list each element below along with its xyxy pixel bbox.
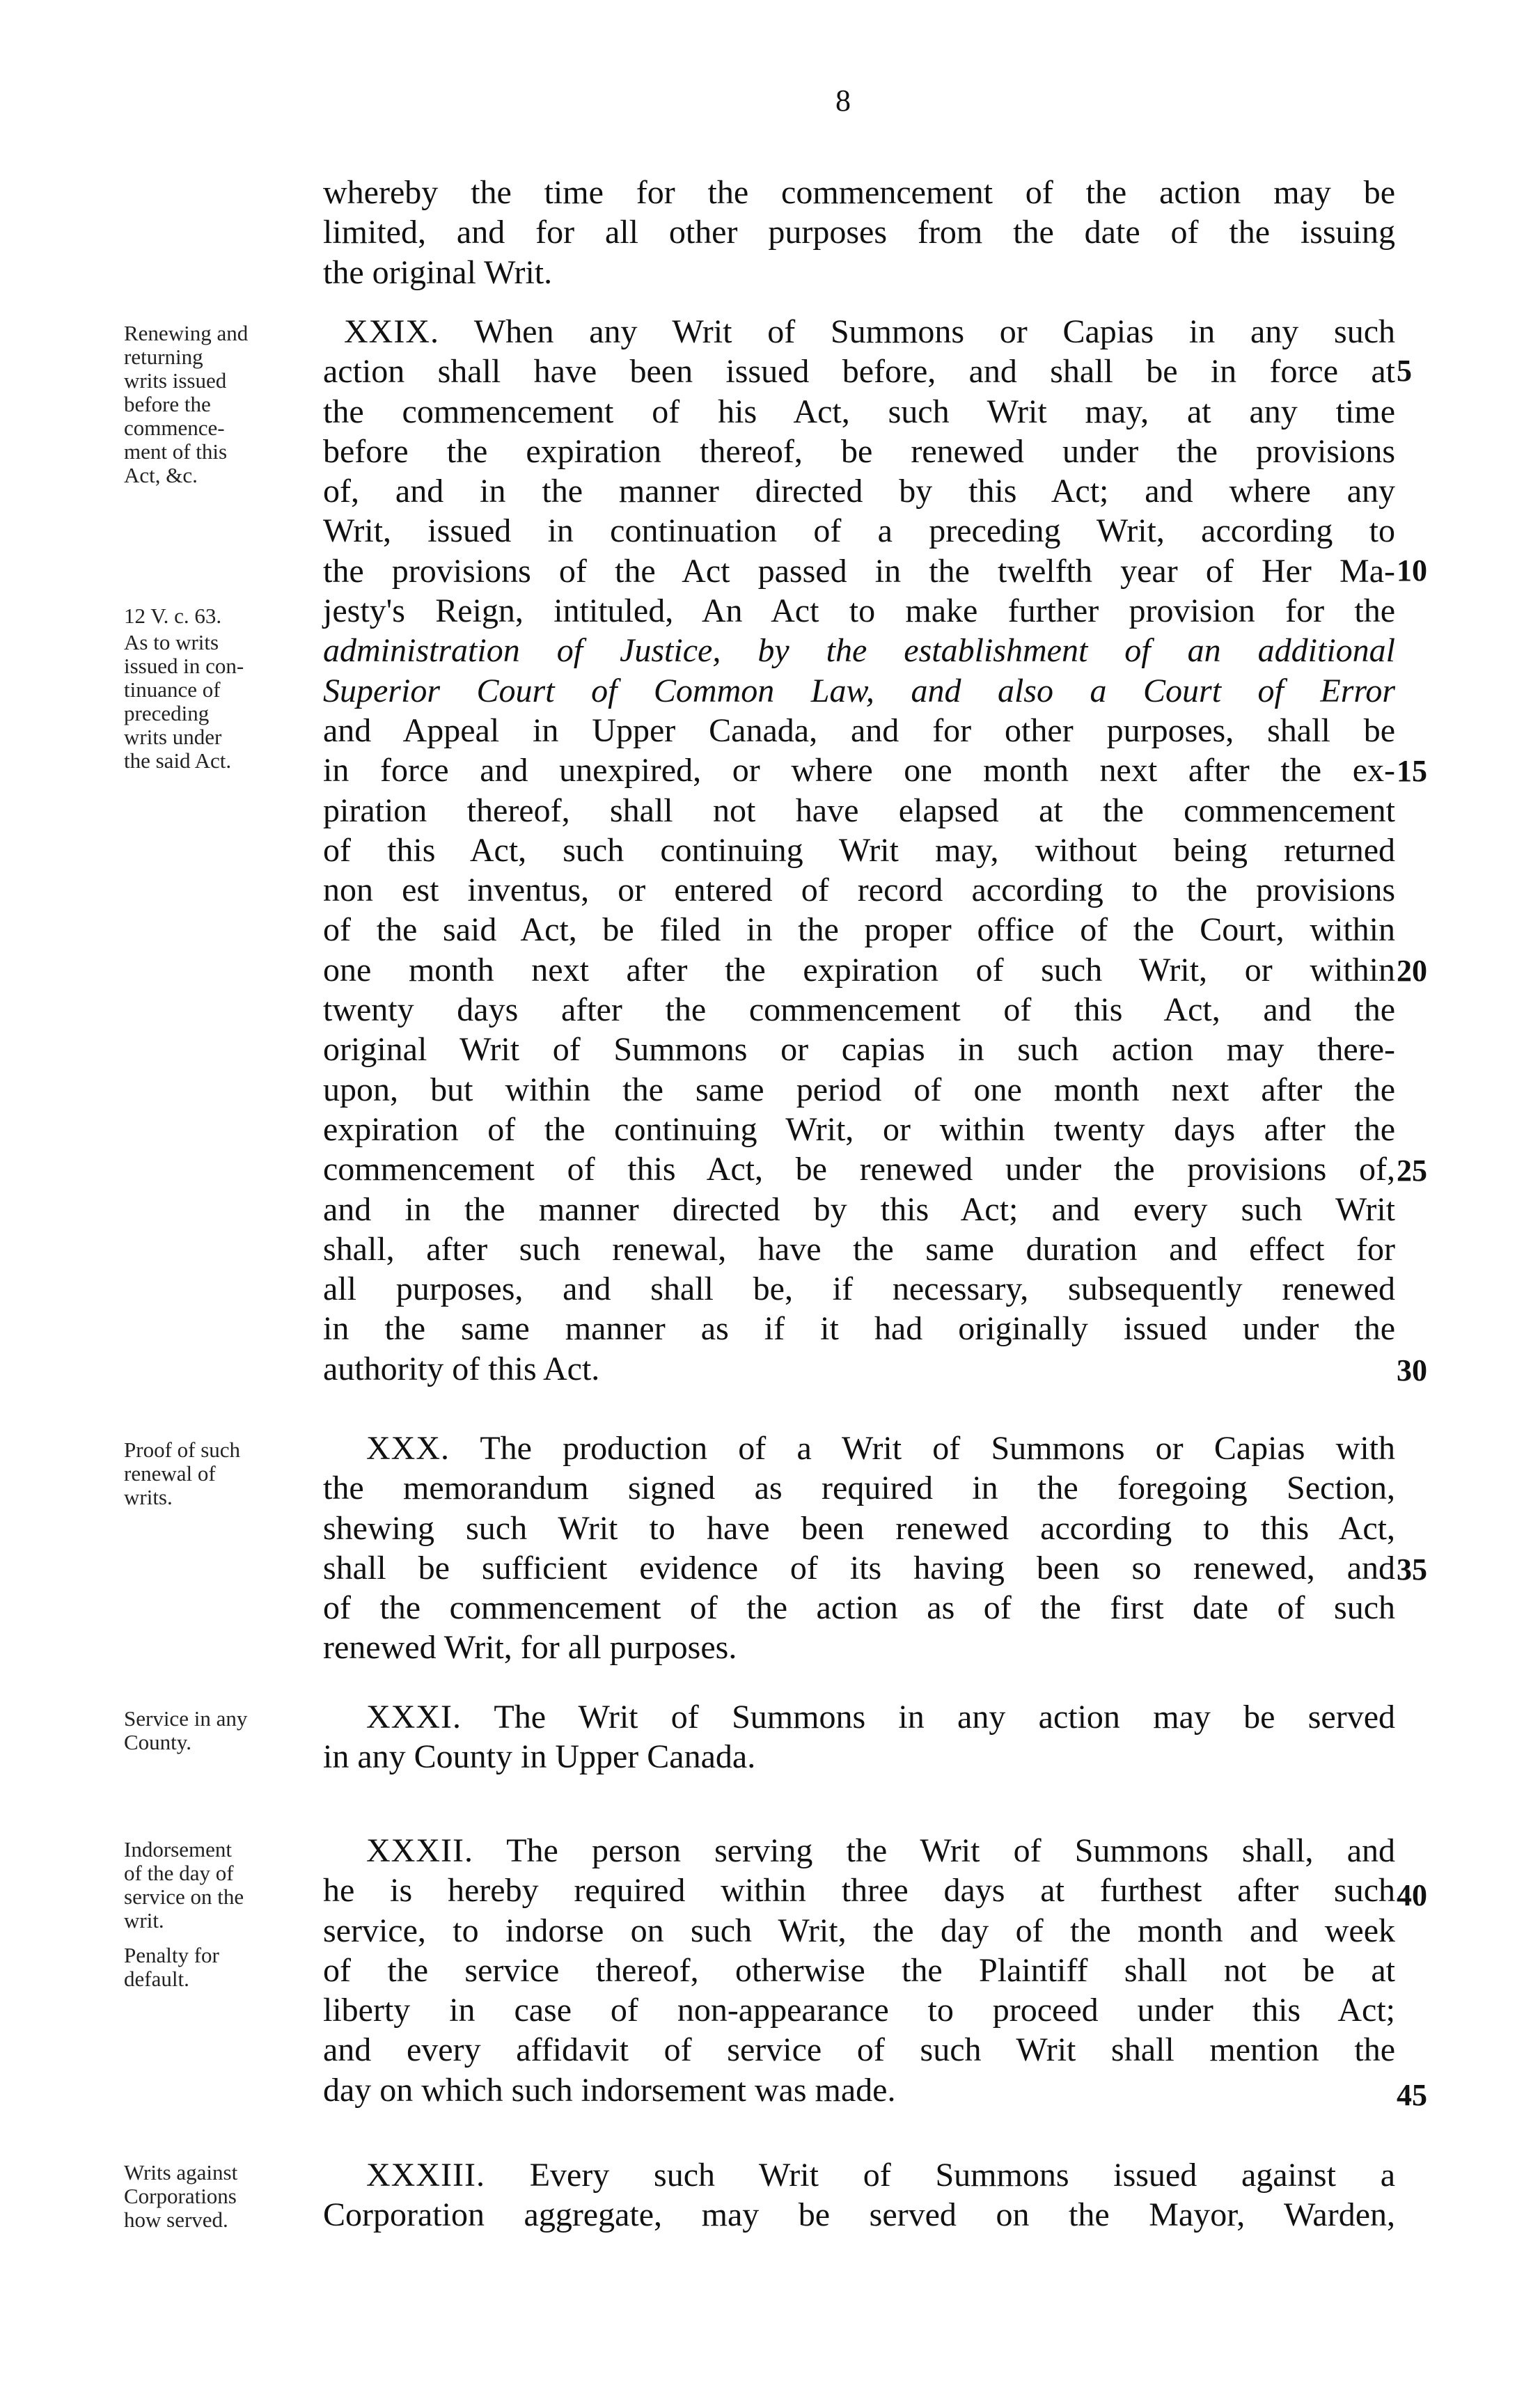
text-line: of this Act, such continuing Writ may, without being returned bbox=[323, 831, 1395, 869]
section-xxxiii bbox=[323, 2155, 1395, 2235]
margin-note-indorsement: Indorsement of the day of service on the writ. bbox=[124, 1837, 244, 1933]
text-line: day on which such indorsement was made. bbox=[323, 2071, 896, 2109]
margin-note-proof: Proof of such renewal of writs. bbox=[124, 1438, 241, 1509]
text-line: commencement of this Act, be renewed under the provisions of, bbox=[323, 1151, 1395, 1188]
text-line: shall be sufficient evidence of its having been so renewed, and bbox=[323, 1549, 1395, 1587]
section-number: XXIX. bbox=[344, 313, 439, 350]
text-line: and every affidavit of service of such Writ shall mention the bbox=[323, 2031, 1395, 2069]
text-line: non est inventus, or entered of record according to the provisions bbox=[323, 872, 1395, 909]
text-line: expiration of the continuing Writ, or within twenty days after the bbox=[323, 1110, 1395, 1148]
text-line: liberty in case of non-appearance to proceed under this Act; bbox=[323, 1992, 1395, 2029]
text-line: of the said Act, be filed in the proper office of the Court, within bbox=[323, 911, 1395, 949]
section-number: XXXIII. bbox=[366, 2157, 485, 2194]
text-line: upon, but within the same period of one month next after the bbox=[323, 1071, 1395, 1108]
text-line: the provisions of the Act passed in the twelfth year of Her Ma- bbox=[323, 552, 1395, 590]
margin-note-renewing: Renewing and returning writs issued before the commence- ment of this Act, &c. bbox=[124, 321, 249, 487]
section-xxx bbox=[323, 1428, 1395, 1668]
text-line: shewing such Writ to have been renewed according to this Act, bbox=[323, 1509, 1395, 1547]
text-line: whereby the time for the commencement of the action may be bbox=[323, 174, 1395, 211]
text-line: shall, after such renewal, have the same duration and effect for bbox=[323, 1230, 1395, 1268]
text-line: one month next after the expiration of such Writ, or within bbox=[323, 951, 1395, 989]
text-line: in the same manner as if it had originally issued under the bbox=[323, 1310, 1395, 1348]
text-line: the commencement of his Act, such Writ may, at any time bbox=[323, 393, 1395, 430]
text-line: Superior Court of Common Law, and also a Court of Error bbox=[323, 672, 1395, 709]
margin-note-continuance: As to writs issued in con- tinuance of preceding writs under the said Act. bbox=[124, 630, 244, 773]
page-number: 8 bbox=[835, 84, 851, 118]
text-line: of the commencement of the action as of the first date of such bbox=[323, 1589, 1395, 1627]
text-line: in force and unexpired, or where one month next after the ex- bbox=[323, 752, 1395, 789]
text-line: XXXII. The person serving the Writ of Summons shall, and bbox=[366, 1832, 1395, 1869]
section-xxix bbox=[323, 312, 1395, 1389]
line-number: 20 bbox=[1397, 954, 1427, 988]
text-line: of, and in the manner directed by this Act; and where any bbox=[323, 473, 1395, 510]
text-line: jesty's Reign, intituled, An Act to make further provision for the bbox=[323, 592, 1395, 630]
text-line: he is hereby required within three days at furthest after such bbox=[323, 1872, 1395, 1910]
section-xxxi bbox=[323, 1697, 1395, 1777]
text-line: renewed Writ, for all purposes. bbox=[323, 1629, 737, 1667]
paragraph-intro bbox=[323, 173, 1395, 292]
text-line: in any County in Upper Canada. bbox=[323, 1738, 756, 1776]
line-number: 35 bbox=[1397, 1552, 1427, 1587]
line-number: 10 bbox=[1397, 553, 1427, 588]
margin-note-corporations: Writs against Corporations how served. bbox=[124, 2160, 238, 2232]
text-line: piration thereof, shall not have elapsed at the commencement bbox=[323, 792, 1395, 829]
margin-note-statute: 12 V. c. 63. bbox=[124, 604, 222, 628]
text-line: service, to indorse on such Writ, the day of the month and week bbox=[323, 1912, 1395, 1949]
line-number: 25 bbox=[1397, 1154, 1427, 1188]
margin-note-service: Service in any County. bbox=[124, 1706, 248, 1754]
text-line: and Appeal in Upper Canada, and for other purposes, shall be bbox=[323, 711, 1395, 749]
text-line: the memorandum signed as required in the foregoing Section, bbox=[323, 1470, 1395, 1507]
line-number: 45 bbox=[1397, 2078, 1427, 2112]
section-xxxii bbox=[323, 1831, 1395, 2110]
text-line: XXIX. When any Writ of Summons or Capias in any such bbox=[344, 313, 1395, 350]
section-number: XXXI. bbox=[366, 1699, 462, 1735]
text-line: Writ, issued in continuation of a preceding Writ, according to bbox=[323, 512, 1395, 550]
text-line: twenty days after the commencement of this Act, and the bbox=[323, 991, 1395, 1029]
text-line: original Writ of Summons or capias in such action may there- bbox=[323, 1031, 1395, 1069]
text-line: before the expiration thereof, be renewed under the provisions bbox=[323, 432, 1395, 470]
text-line: of the service thereof, otherwise the Plaintiff shall not be at bbox=[323, 1951, 1395, 1989]
text-line: action shall have been issued before, and shall be in force at bbox=[323, 353, 1395, 391]
text-line: XXXI. The Writ of Summons in any action may be served bbox=[366, 1699, 1396, 1735]
line-number: 5 bbox=[1397, 354, 1412, 388]
text-line: all purposes, and shall be, if necessary, subsequently renewed bbox=[323, 1270, 1395, 1308]
line-number: 15 bbox=[1397, 754, 1427, 788]
text-line: Corporation aggregate, may be served on the Mayor, Warden, bbox=[323, 2196, 1395, 2234]
text-line: limited, and for all other purposes from the date of the issuing bbox=[323, 214, 1395, 251]
section-number: XXXII. bbox=[366, 1832, 473, 1869]
section-number: XXX. bbox=[366, 1430, 450, 1467]
text-line: and in the manner directed by this Act; and every such Writ bbox=[323, 1190, 1395, 1228]
line-number: 30 bbox=[1397, 1353, 1427, 1387]
margin-note-penalty: Penalty for default. bbox=[124, 1943, 219, 1991]
text-line: XXXIII. Every such Writ of Summons issued against a bbox=[366, 2157, 1396, 2194]
line-number: 40 bbox=[1397, 1878, 1427, 1912]
text-line: XXX. The production of a Writ of Summons or Capias with bbox=[366, 1430, 1395, 1467]
text-line: the original Writ. bbox=[323, 253, 553, 291]
text-line: administration of Justice, by the establishment of an additional bbox=[323, 632, 1395, 670]
text-line: authority of this Act. bbox=[323, 1350, 600, 1387]
